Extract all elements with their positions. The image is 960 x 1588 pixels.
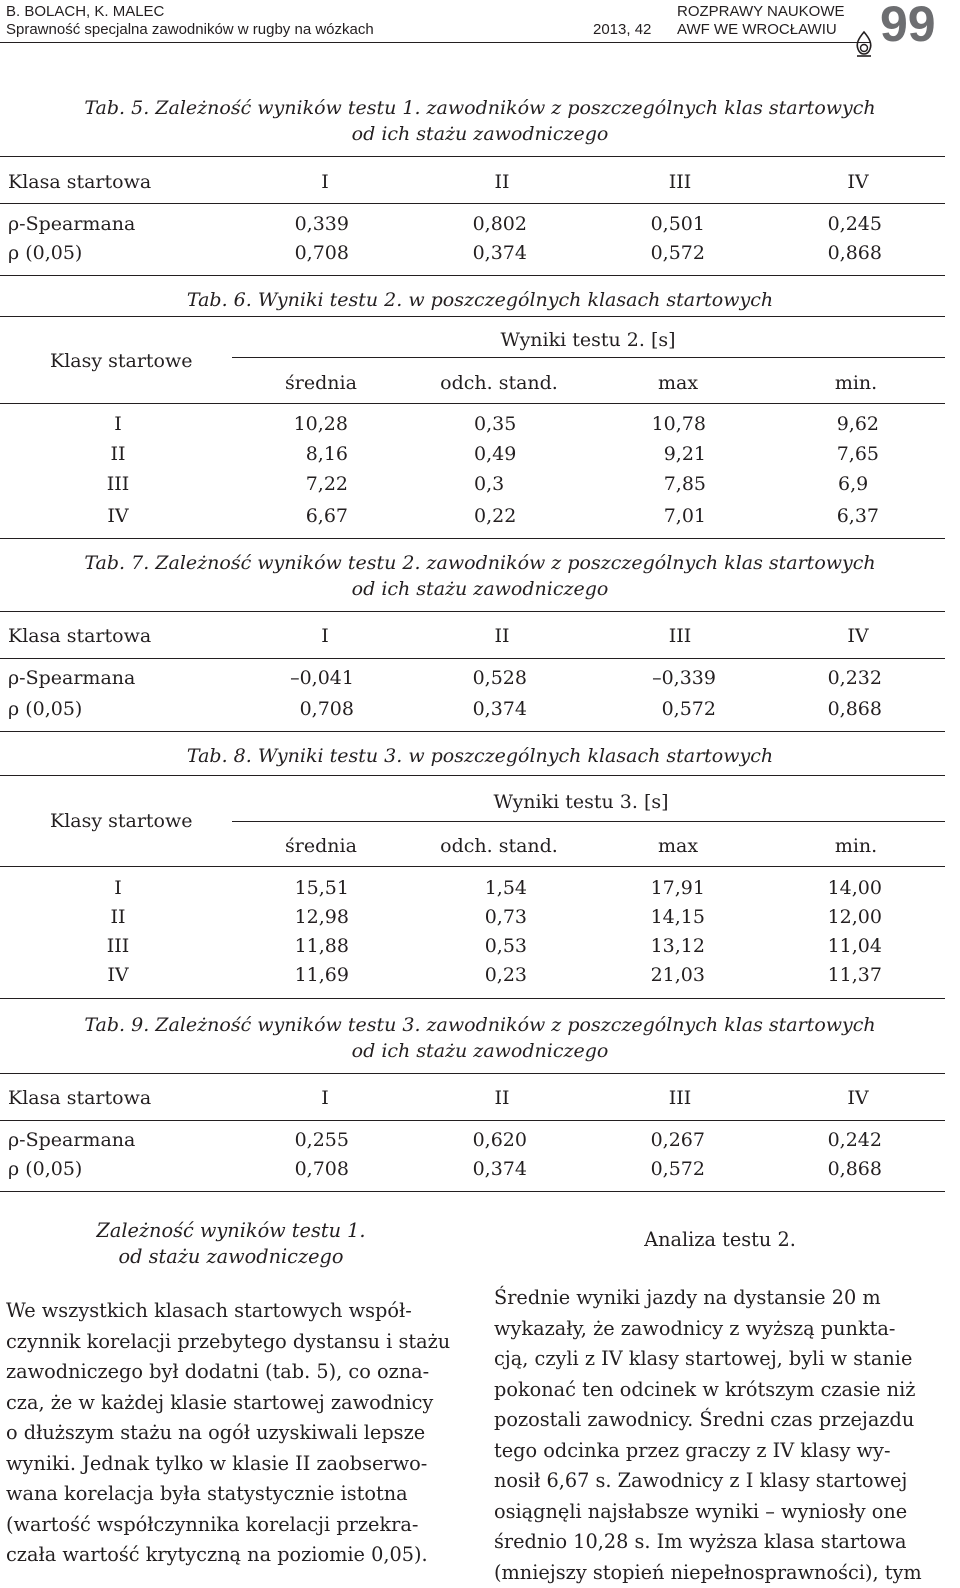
table-cell: 0,23	[485, 962, 527, 988]
table-cell: 0,708	[295, 240, 349, 266]
table-6-caption: Tab. 6. Wyniki testu 2. w poszczególnych klasach startowych	[0, 287, 960, 313]
table-cell: 21,03	[651, 962, 705, 988]
paragraph-line: tego odcinka przez graczy z IV klasy wy-	[494, 1436, 946, 1467]
table-cell: 0,22	[474, 503, 516, 529]
table-7-caption-line1: Tab. 7. Zależność wyników testu 2. zawodników z poszczególnych klas startowych	[0, 550, 960, 576]
paragraph-line: (wartość współczynnika korelacji przekra-	[6, 1510, 456, 1541]
awf-logo-icon	[852, 30, 876, 64]
table-cell: –0,339	[652, 665, 716, 691]
table-6-top-rule	[0, 316, 945, 317]
table-cell: 1,54	[485, 875, 527, 901]
table-5-top-rule	[0, 156, 945, 157]
table-cell: 17,91	[651, 875, 705, 901]
table-6-row-label: III	[107, 471, 130, 497]
paragraph-line: nosił 6,67 s. Zawodnicy z I klasy startowej	[494, 1466, 946, 1497]
header-year-volume: 2013, 42	[593, 21, 651, 39]
table-cell: 10,78	[652, 411, 706, 437]
table-9-header-iii: III	[669, 1085, 692, 1111]
table-cell: 0,868	[828, 1156, 882, 1182]
table-cell: 0,339	[295, 211, 349, 237]
table-8-subheader-mean: średnia	[285, 833, 357, 859]
table-7-header-label: Klasa startowa	[8, 623, 151, 649]
table-6-group-rule	[232, 357, 945, 358]
header-rule	[0, 42, 870, 43]
table-9-top-rule	[0, 1073, 945, 1074]
table-5-header-rule	[0, 203, 945, 204]
table-8-row-label: II	[110, 904, 125, 930]
table-6-row-label: II	[110, 441, 125, 467]
table-7-row-label: ρ (0,05)	[8, 696, 82, 722]
table-cell: 6,37	[837, 503, 879, 529]
header-article-title: Sprawność specjalna zawodników w rugby na wózkach	[6, 21, 374, 39]
paragraph-line: wykazały, że zawodnicy z wyższą punkta-	[494, 1314, 946, 1345]
paragraph-line: Średnie wyniki jazdy na dystansie 20 m	[494, 1283, 946, 1314]
table-8-subheader-min: min.	[835, 833, 877, 859]
table-7-bottom-rule	[0, 731, 945, 732]
table-cell: 0,232	[828, 665, 882, 691]
table-cell: 7,85	[664, 471, 706, 497]
table-9-bottom-rule	[0, 1191, 945, 1192]
table-8-top-rule	[0, 775, 945, 776]
table-cell: 15,51	[295, 875, 349, 901]
table-6-bottom-rule	[0, 538, 945, 539]
paragraph-line: osiągnęli najsłabsze wyniki – wyniosły one	[494, 1497, 946, 1528]
table-7-top-rule	[0, 611, 945, 612]
paragraph-line: cza, że w każdej klasie startowej zawodnicy	[6, 1388, 456, 1419]
table-cell: 9,21	[664, 441, 706, 467]
header-journal-line2: AWF WE WROCŁAWIU	[677, 21, 837, 39]
table-cell: 8,16	[306, 441, 348, 467]
table-5-header-iv: IV	[847, 169, 868, 195]
table-5-bottom-rule	[0, 275, 945, 276]
table-9-header-label: Klasa startowa	[8, 1085, 151, 1111]
table-9-caption-line1: Tab. 9. Zależność wyników testu 3. zawodników z poszczególnych klas startowych	[0, 1012, 960, 1038]
table-cell: 0,242	[828, 1127, 882, 1153]
table-9-header-iv: IV	[847, 1085, 868, 1111]
table-5-caption-line2: od ich stażu zawodniczego	[0, 121, 960, 147]
table-9-header-rule	[0, 1120, 945, 1121]
table-8-row-label: IV	[107, 962, 128, 988]
table-cell: 12,98	[295, 904, 349, 930]
table-cell: 11,69	[295, 962, 349, 988]
table-cell: 0,572	[651, 240, 705, 266]
right-column	[494, 1227, 946, 1588]
spacer	[6, 1270, 456, 1296]
table-9-header-ii: II	[494, 1085, 509, 1111]
left-column	[6, 1218, 456, 1571]
paragraph-line: We wszystkich klasach startowych współ-	[6, 1296, 456, 1327]
table-cell: 12,00	[828, 904, 882, 930]
table-5-header-label: Klasa startowa	[8, 169, 151, 195]
table-cell: 6,67	[306, 503, 348, 529]
paragraph-line: pokonać ten odcinek w krótszym czasie niż	[494, 1375, 946, 1406]
table-9-header-i: I	[321, 1085, 329, 1111]
table-cell: 0,572	[662, 696, 716, 722]
table-7-header-rule	[0, 658, 945, 659]
table-cell: 13,12	[651, 933, 705, 959]
paragraph-line: czynnik korelacji przebytego dystansu i stażu	[6, 1327, 456, 1358]
table-cell: 0,708	[300, 696, 354, 722]
table-cell: 11,04	[828, 933, 882, 959]
paragraph-line: o dłuższym stażu na ogół uzyskiwali lepsze	[6, 1418, 456, 1449]
table-cell: 14,15	[651, 904, 705, 930]
table-6-subheader-mean: średnia	[285, 370, 357, 396]
table-cell: 0,528	[473, 665, 527, 691]
table-7-header-iii: III	[669, 623, 692, 649]
section-heading-test2: Analiza testu 2.	[494, 1227, 946, 1253]
paragraph-line: pozostali zawodnicy. Średni czas przejazdu	[494, 1405, 946, 1436]
table-cell: 7,65	[837, 441, 879, 467]
table-cell: 0,708	[295, 1156, 349, 1182]
table-cell: 10,28	[294, 411, 348, 437]
table-cell: 0,53	[485, 933, 527, 959]
table-cell: 7,22	[306, 471, 348, 497]
paragraph-line: cją, czyli z IV klasy startowej, byli w stanie	[494, 1344, 946, 1375]
table-cell: 0,73	[485, 904, 527, 930]
table-cell: 0,572	[651, 1156, 705, 1182]
table-9-row-label: ρ-Spearmana	[8, 1127, 135, 1153]
table-8-group-rule	[232, 821, 945, 822]
table-cell: 11,37	[828, 962, 882, 988]
table-cell: 0,374	[473, 240, 527, 266]
table-cell: 0,868	[828, 696, 882, 722]
table-5-header-ii: II	[494, 169, 509, 195]
table-cell: 0,374	[473, 1156, 527, 1182]
paragraph-line: wyniki. Jednak tylko w klasie II zaobserwo-	[6, 1449, 456, 1480]
table-cell: 0,620	[473, 1127, 527, 1153]
table-6-row-label: IV	[107, 503, 128, 529]
table-8-row-header: Klasy startowe	[50, 808, 193, 834]
table-cell: 9,62	[837, 411, 879, 437]
table-cell: 11,88	[295, 933, 349, 959]
table-cell: 0,49	[474, 441, 516, 467]
table-cell: 7,01	[664, 503, 706, 529]
table-9-caption-line2: od ich stażu zawodniczego	[0, 1038, 960, 1064]
paragraph-line: zawodniczego był dodatni (tab. 5), co ozna-	[6, 1357, 456, 1388]
table-cell: 14,00	[828, 875, 882, 901]
table-cell: 0,267	[651, 1127, 705, 1153]
table-5-header-i: I	[321, 169, 329, 195]
section-heading-test1: Zależność wyników testu 1.	[6, 1218, 456, 1244]
table-9-row-label: ρ (0,05)	[8, 1156, 82, 1182]
table-6-row-label: I	[114, 411, 122, 437]
table-5-header-iii: III	[669, 169, 692, 195]
table-8-header-rule	[0, 866, 945, 867]
paragraph-line: czała wartość krytyczną na poziomie 0,05).	[6, 1540, 456, 1571]
table-7-header-iv: IV	[847, 623, 868, 649]
header-authors: B. BOLACH, K. MALEC	[6, 3, 164, 21]
table-cell: 0,35	[474, 411, 516, 437]
table-5-row-label: ρ (0,05)	[8, 240, 82, 266]
table-6-subheader-max: max	[658, 370, 698, 396]
table-5-caption-line1: Tab. 5. Zależność wyników testu 1. zawodników z poszczególnych klas startowych	[0, 95, 960, 121]
paragraph-line: średnio 10,28 s. Im wyższa klasa startowa	[494, 1527, 946, 1558]
table-6-group-header: Wyniki testu 2. [s]	[500, 327, 675, 353]
table-7-header-ii: II	[494, 623, 509, 649]
table-7-header-i: I	[321, 623, 329, 649]
table-5-row-label: ρ-Spearmana	[8, 211, 135, 237]
paragraph-line: (mniejszy stopień niepełnosprawności), tym	[494, 1558, 946, 1588]
page-number: 99	[880, 0, 936, 53]
table-8-caption: Tab. 8. Wyniki testu 3. w poszczególnych klasach startowych	[0, 743, 960, 769]
table-8-subheader-max: max	[658, 833, 698, 859]
table-cell: 0,255	[295, 1127, 349, 1153]
table-cell: –0,041	[290, 665, 354, 691]
spacer	[494, 1253, 946, 1283]
header-journal-line1: ROZPRAWY NAUKOWE	[677, 3, 845, 21]
table-cell: 0,374	[473, 696, 527, 722]
table-7-row-label: ρ-Spearmana	[8, 665, 135, 691]
table-cell: 0,501	[651, 211, 705, 237]
table-6-subheader-sd: odch. stand.	[440, 370, 558, 396]
table-6-row-header: Klasy startowe	[50, 348, 193, 374]
table-cell: 0,802	[473, 211, 527, 237]
table-8-subheader-sd: odch. stand.	[440, 833, 558, 859]
table-6-subheader-min: min.	[835, 370, 877, 396]
table-cell: 6,9	[838, 471, 868, 497]
table-8-row-label: III	[107, 933, 130, 959]
table-cell: 0,3	[474, 471, 504, 497]
section-subheading-test1: od stażu zawodniczego	[6, 1244, 456, 1270]
table-cell: 0,245	[828, 211, 882, 237]
paragraph-line: wana korelacja była statystycznie istotna	[6, 1479, 456, 1510]
table-8-bottom-rule	[0, 998, 945, 999]
table-7-caption-line2: od ich stażu zawodniczego	[0, 576, 960, 602]
table-cell: 0,868	[828, 240, 882, 266]
table-6-header-rule	[0, 403, 945, 404]
table-8-row-label: I	[114, 875, 122, 901]
table-8-group-header: Wyniki testu 3. [s]	[493, 789, 668, 815]
